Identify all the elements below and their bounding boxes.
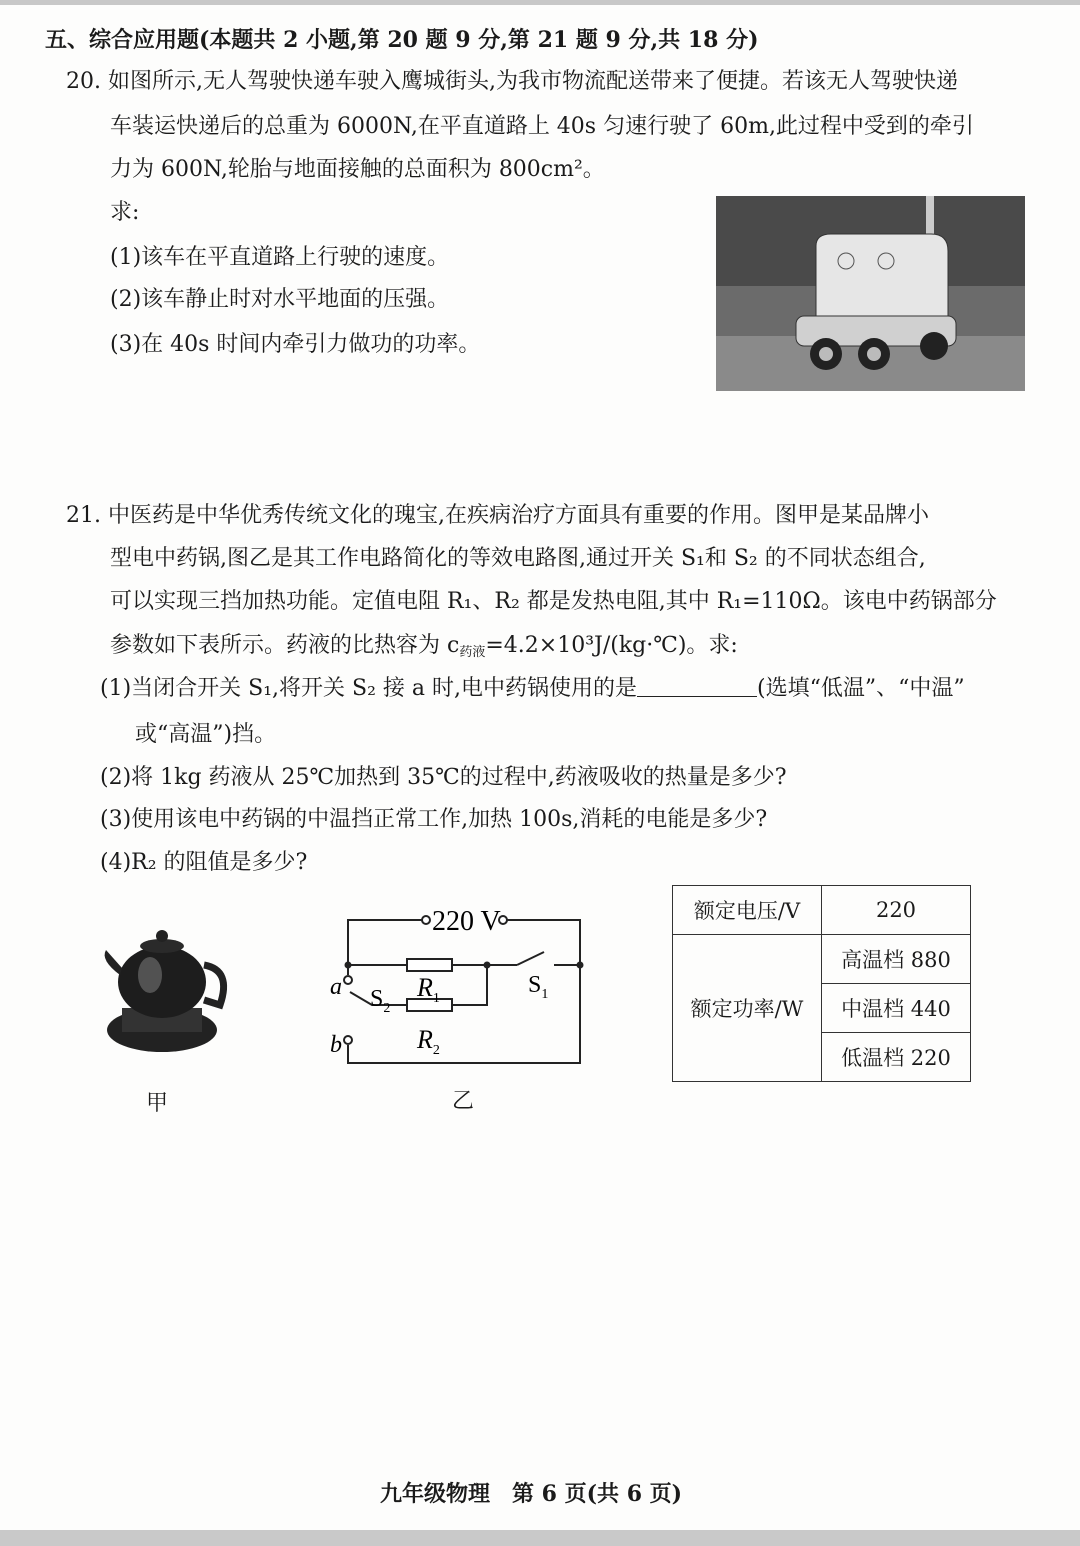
terminal-a-label: a [330, 974, 342, 1000]
q21-sub: (4)R₂ 的阻值是多少? [100, 850, 308, 875]
r1-label: $R_1$ [417, 973, 440, 1006]
answer-blank[interactable] [637, 676, 757, 697]
q20-sub: (3)在 40s 时间内牵引力做功的功率。 [110, 332, 481, 357]
voltage-label: 220 V [432, 906, 501, 937]
q21-sub1 [100, 675, 965, 703]
q21-sub1-text: (1)当闭合开关 S₁,将开关 S₂ 接 a 时,电中药锅使用的是 [100, 676, 638, 701]
s1-label: $S_1$ [528, 972, 549, 1002]
terminal-b-label: b [330, 1032, 342, 1058]
q21-sub: (2)将 1kg 药液从 25℃加热到 35℃的过程中,药液吸收的热量是多少? [100, 765, 787, 790]
q21-sub: (3)使用该电中药锅的中温挡正常工作,加热 100s,消耗的电能是多少? [100, 807, 768, 832]
q21-line4-b: =4.2×10³J/(kg·℃)。求: [485, 633, 738, 658]
q21-line: 型电中药锅,图乙是其工作电路简化的等效电路图,通过开关 S₁和 S₂ 的不同状态组合, [110, 546, 926, 571]
voltage-value-cell: 220 [822, 886, 971, 935]
voltage-label-cell: 额定电压/V [673, 886, 822, 935]
scan-border-top [0, 0, 1080, 5]
power-low-cell: 低温档 220 [822, 1033, 971, 1082]
section-heading: 五、综合应用题(本题共 2 小题,第 20 题 9 分,第 21 题 9 分,共 18 分) [45, 27, 759, 53]
herbal-pot-image [100, 920, 240, 1064]
q20-line: 力为 600N,轮胎与地面接触的总面积为 800cm²。 [110, 157, 605, 182]
q21-line: 21. 中医药是中华优秀传统文化的瑰宝,在疾病治疗方面具有重要的作用。图甲是某品牌小 [66, 503, 929, 528]
q20-line: 求: [110, 200, 140, 225]
s2-label: $S_2$ [370, 986, 391, 1016]
page-footer: 九年级物理 第 6 页(共 6 页) [380, 1481, 683, 1507]
q20-sub: (2)该车静止时对水平地面的压强。 [110, 287, 450, 312]
power-mid-cell: 中温档 440 [822, 984, 971, 1033]
r2-label: $R_2$ [417, 1025, 440, 1058]
figure-b-label: 乙 [452, 1089, 475, 1114]
q21-line4-sub: 药液 [459, 645, 486, 660]
q21-line [110, 632, 738, 667]
q20-line: 20. 如图所示,无人驾驶快递车驶入鹰城街头,为我市物流配送带来了便捷。若该无人驾驶快递 [66, 69, 958, 94]
q21-line4-a: 参数如下表所示。药液的比热容为 c [110, 633, 460, 658]
circuit-diagram [322, 900, 592, 1070]
parameter-table [672, 885, 971, 1082]
q21-sub1-cont: 或“高温”)挡。 [135, 722, 277, 747]
q20-sub: (1)该车在平直道路上行驶的速度。 [110, 245, 450, 270]
q21-line: 可以实现三挡加热功能。定值电阻 R₁、R₂ 都是发热电阻,其中 R₁=110Ω。该电中药锅部分 [110, 589, 997, 614]
delivery-vehicle-photo [716, 196, 1025, 391]
scan-border-bottom [0, 1530, 1080, 1546]
q21-sub1-options: (选填“低温”、“中温” [757, 676, 965, 701]
power-high-cell: 高温档 880 [822, 935, 971, 984]
figure-a-label: 甲 [146, 1091, 169, 1116]
q20-line: 车装运快递后的总重为 6000N,在平直道路上 40s 匀速行驶了 60m,此过程中受到的牵引 [110, 114, 974, 139]
power-label-cell: 额定功率/W [673, 935, 822, 1082]
